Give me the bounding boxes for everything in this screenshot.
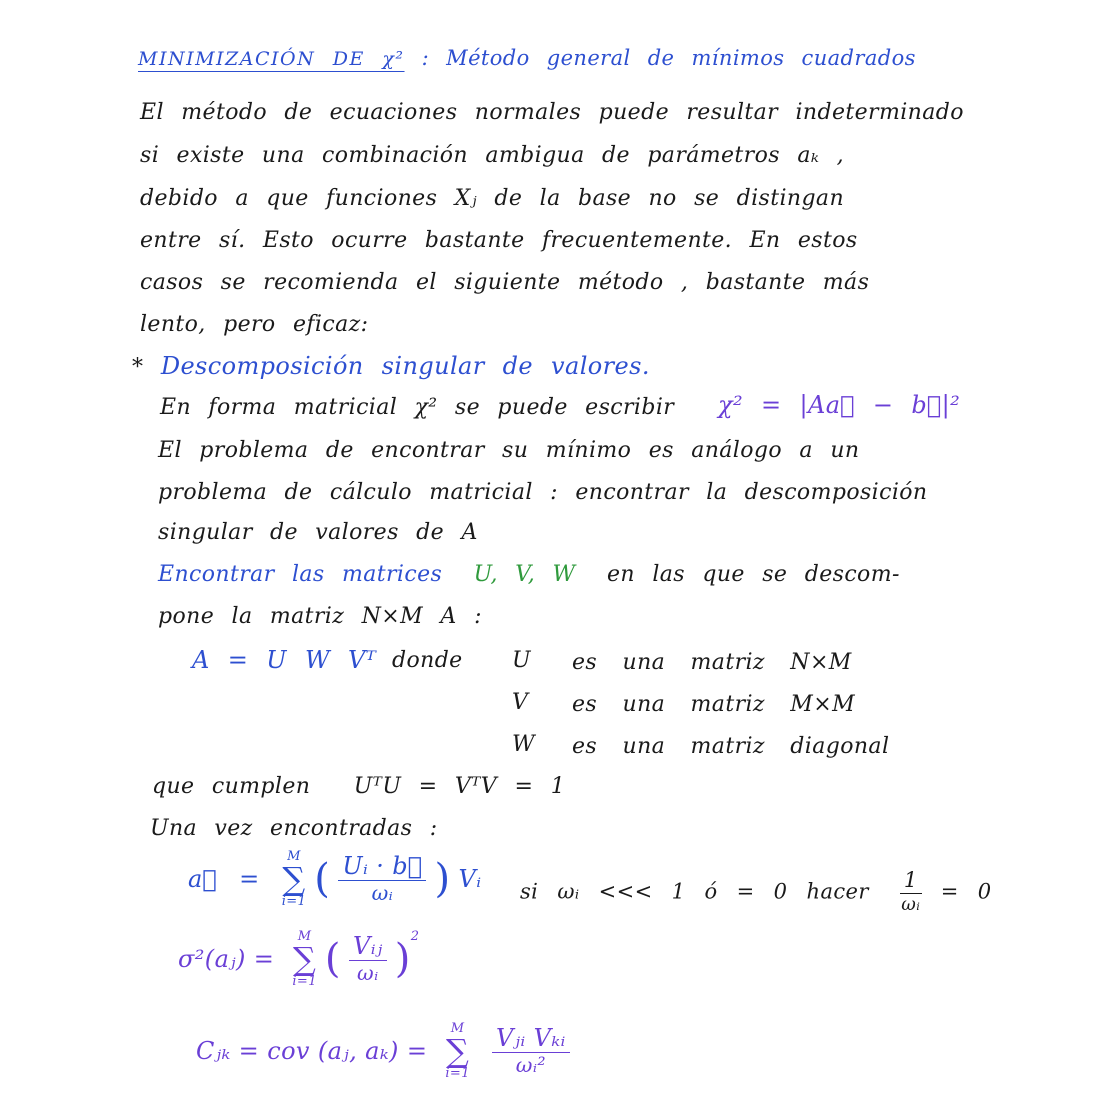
title-part2: Método general de mínimos cuadrados [446, 46, 916, 70]
where-label: donde [392, 648, 463, 673]
matrix-form-line [160, 397, 674, 419]
problem-line-3: singular de valores de A [158, 520, 478, 545]
eq2-summation: M ∑ i=1 [292, 929, 317, 989]
paragraph-line-4: entre sí. Esto ocurre bastante frecuentemente. En estos [140, 228, 858, 253]
page-title [138, 48, 916, 69]
conditions-formula: UᵀU = VᵀV = 1 [353, 774, 566, 799]
eq1-note-text: si ωᵢ <<< 1 ó = 0 hacer [520, 879, 869, 904]
paragraph-line-5: casos se recomienda el siguiente método , bastante más [140, 270, 870, 295]
eq1-note [520, 870, 992, 914]
conditions-line [152, 776, 565, 798]
paragraph-line-6: lento, pero eficaz: [140, 312, 369, 337]
eq3-summation: M ∑ i=1 [445, 1021, 470, 1081]
matrix-w-symbol: W [512, 732, 535, 757]
equation-variance: σ²(aⱼ) = M ∑ i=1 ( $\frac{\text{Vᵢⱼ}}{\text{ωᵢ}}$ )$^2$ [178, 929, 420, 989]
title-separator: : [421, 46, 430, 70]
conditions-text: que cumplen [152, 774, 311, 799]
eq1-equals: = [239, 865, 260, 893]
find-line-2: pone la matriz N×M A : [158, 604, 482, 629]
eq2-fraction: $\frac{\text{Vᵢⱼ}}{\text{ωᵢ}}$ [349, 934, 387, 983]
equation-a-vector: a⃗ = M ∑ i=1 ( $\frac{\text{Uᵢ · b⃗}}{\text{ωᵢ}}$ ) Vᵢ [188, 849, 482, 909]
matrix-v-symbol: V [512, 690, 528, 715]
eq2-lhs: σ²(aⱼ) = [178, 945, 275, 973]
find-rest: en las que se descom- [606, 562, 900, 587]
eq1-fraction: $\frac{\text{Uᵢ · b⃗}}{\text{ωᵢ}}$ [338, 854, 426, 903]
paragraph-line-2: si existe una combinación ambigua de parámetros aₖ , [140, 143, 845, 168]
section-bullet: * [132, 355, 144, 380]
matrix-v-desc: es una matriz M×M [572, 692, 855, 717]
find-matrices-line [158, 564, 900, 586]
eq3-lhs: Cⱼₖ = cov (aⱼ, aₖ) = [196, 1037, 428, 1065]
chi-squared-formula: χ² = |Aa⃗ − b⃗|² [718, 391, 961, 419]
decomposition-formula: A = U W Vᵀ [192, 646, 377, 674]
matrices-uvw: U, V, W [473, 562, 576, 587]
find-text: Encontrar las matrices [158, 562, 443, 587]
paragraph-line-1: El método de ecuaciones normales puede resultar indeterminado [140, 100, 964, 125]
section-heading [132, 354, 650, 379]
once-found-line: Una vez encontradas : [150, 816, 438, 841]
eq1-tail: Vᵢ [458, 865, 482, 893]
matrix-u-symbol: U [512, 648, 531, 673]
section-heading-text: Descomposición singular de valores. [160, 352, 650, 380]
matrix-u-desc: es una matriz N×M [572, 650, 852, 675]
problem-line-2: problema de cálculo matricial : encontrar la descomposición [158, 480, 928, 505]
eq2-exponent: 2 [410, 929, 420, 944]
problem-line-1: El problema de encontrar su mínimo es análogo a un [158, 438, 860, 463]
eq1-summation: M ∑ i=1 [281, 849, 307, 909]
paragraph-line-3: debido a que funciones Xⱼ de la base no se distingan [140, 186, 845, 211]
eq1-lhs: a⃗ [188, 865, 218, 893]
eq3-fraction: $\frac{\text{Vⱼᵢ Vₖᵢ}}{\text{ωᵢ²}}$ [492, 1026, 570, 1075]
title-part1: MINIMIZACIÓN DE χ² [138, 48, 405, 70]
matrix-w-desc: es una matriz diagonal [572, 734, 890, 759]
eq1-note-tail: = 0 [940, 879, 992, 904]
eq1-note-fraction: $\frac{1}{\text{ωᵢ}}$ [901, 868, 921, 915]
equation-covariance [196, 1022, 570, 1080]
matrix-form-text: En forma matricial χ² se puede escribir [160, 395, 675, 420]
